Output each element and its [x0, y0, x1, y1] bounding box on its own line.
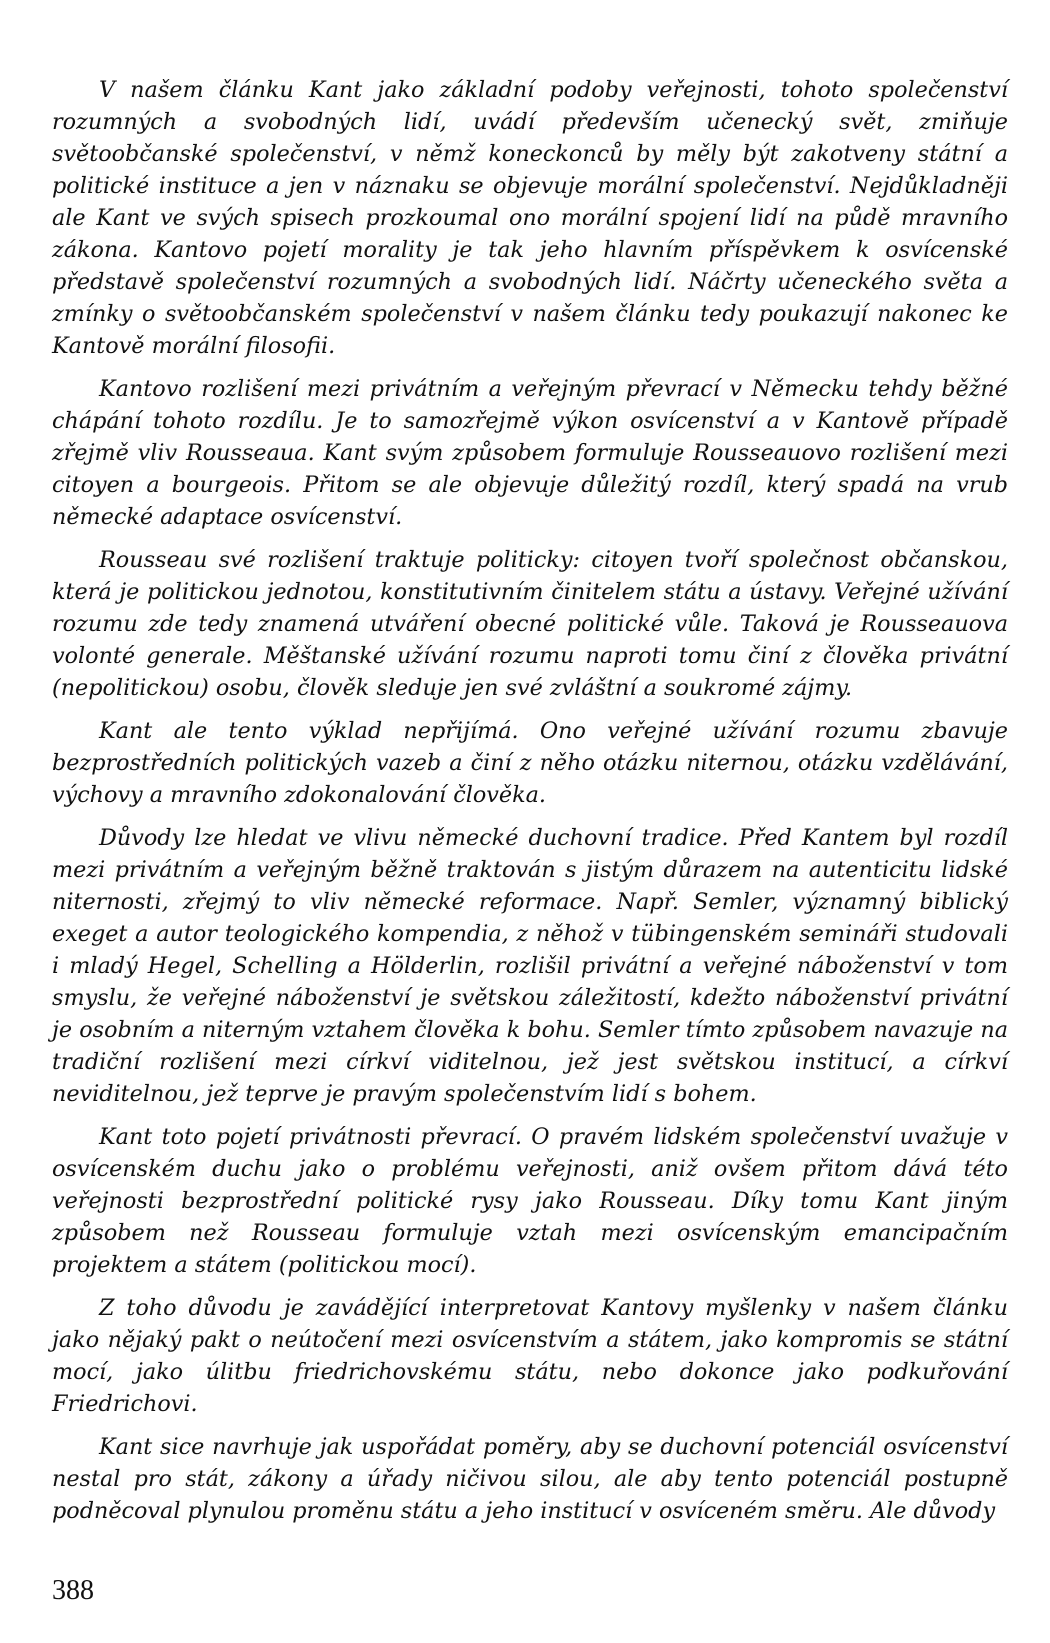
paragraph-6: Kant toto pojetí privátnosti převrací. O pravém lidském společenství uvažuje v osvícenském duchu jako o problému veřejnosti, aniž ovšem přitom dává této veřejnosti bezprostřední politické rysy jako Rousseau. Díky tomu Kant jiným způsobem než Rousseau formuluje vztah mezi osvícenským emancipačním projektem a státem (politickou mocí). [52, 1124, 1008, 1278]
paragraph-2: Kantovo rozlišení mezi privátním a veřejným převrací v Německu tehdy běžné chápání tohoto rozdílu. Je to samozřejmě výkon osvícenství a v Kantově případě zřejmě vliv Rousseaua. Kant svým způsobem formuluje Rousseauovo rozlišení mezi citoyen a bourgeois. Přitom se ale objevuje důležitý rozdíl, který spadá na vrub německé adaptace osvícenství. [52, 376, 1008, 530]
paragraph-3: Rousseau své rozlišení traktuje politicky: citoyen tvoří společnost občanskou, která je politickou jednotou, konstitutivním činitelem státu a ústavy. Veřejné užívání rozumu zde tedy znamená utváření obecné politické vůle. Taková je Rousseauova volonté generale. Měštanské užívání rozumu naproti tomu činí z člověka privátní (nepolitickou) osobu, člověk sleduje jen své zvláštní a soukromé zájmy. [52, 547, 1008, 701]
paragraph-1: V našem článku Kant jako základní podoby veřejnosti, tohoto společenství rozumných a svobodných lidí, uvádí především učenecký svět, zmiňuje světoobčanské společenství, v němž koneckonců by měly být zakotveny státní a politické instituce a jen v náznaku se objevuje morální společenství. Nejdůkladněji ale Kant ve svých spisech prozkoumal ono morální spojení lidí na půdě mravního zákona. Kantovo pojetí morality je tak jeho hlavním příspěvkem k osvícenské představě společenství rozumných a svobodných lidí. Náčrty učeneckého světa a zmínky o světoobčanském společenství v našem článku tedy poukazují nakonec ke Kantově morální filosofii. [52, 77, 1008, 359]
paragraph-4: Kant ale tento výklad nepřijímá. Ono veřejné užívání rozumu zbavuje bezprostředních politických vazeb a činí z něho otázku niternou, otázku vzdělávání, výchovy a mravního zdokonalování člověka. [52, 718, 1008, 808]
page-number: 388 [52, 1575, 94, 1606]
body-text [52, 74, 1008, 1538]
paragraph-8: Kant sice navrhuje jak uspořádat poměry, aby se duchovní potenciál osvícenství nestal pro stát, zákony a úřady ničivou silou, ale aby tento potenciál postupně podněcoval plynulou proměnu státu a jeho institucí v osvíceném směru. Ale důvody [52, 1434, 1008, 1524]
paragraph-5: Důvody lze hledat ve vlivu německé duchovní tradice. Před Kantem byl rozdíl mezi privátním a veřejným běžně traktován s jistým důrazem na autenticitu lidské niternosti, zřejmý to vliv německé reformace. Např. Semler, významný biblický exeget a autor teologického kompendia, z něhož v tübingenském semináři studovali i mladý Hegel, Schelling a Hölderlin, rozlišil privátní a veřejné náboženství v tom smyslu, že veřejné náboženství je světskou záležitostí, kdežto náboženství privátní je osobním a niterným vztahem člověka k bohu. Semler tímto způsobem navazuje na tradiční rozlišení mezi církví viditelnou, jež jest světskou institucí, a církví neviditelnou, jež teprve je pravým společenstvím lidí s bohem. [52, 825, 1008, 1107]
paragraph-7: Z toho důvodu je zavádějící interpretovat Kantovy myšlenky v našem článku jako nějaký pakt o neútočení mezi osvícenstvím a státem, jako kompromis se státní mocí, jako úlitbu friedrichovskému státu, nebo dokonce jako podkuřování Friedrichovi. [52, 1295, 1008, 1417]
